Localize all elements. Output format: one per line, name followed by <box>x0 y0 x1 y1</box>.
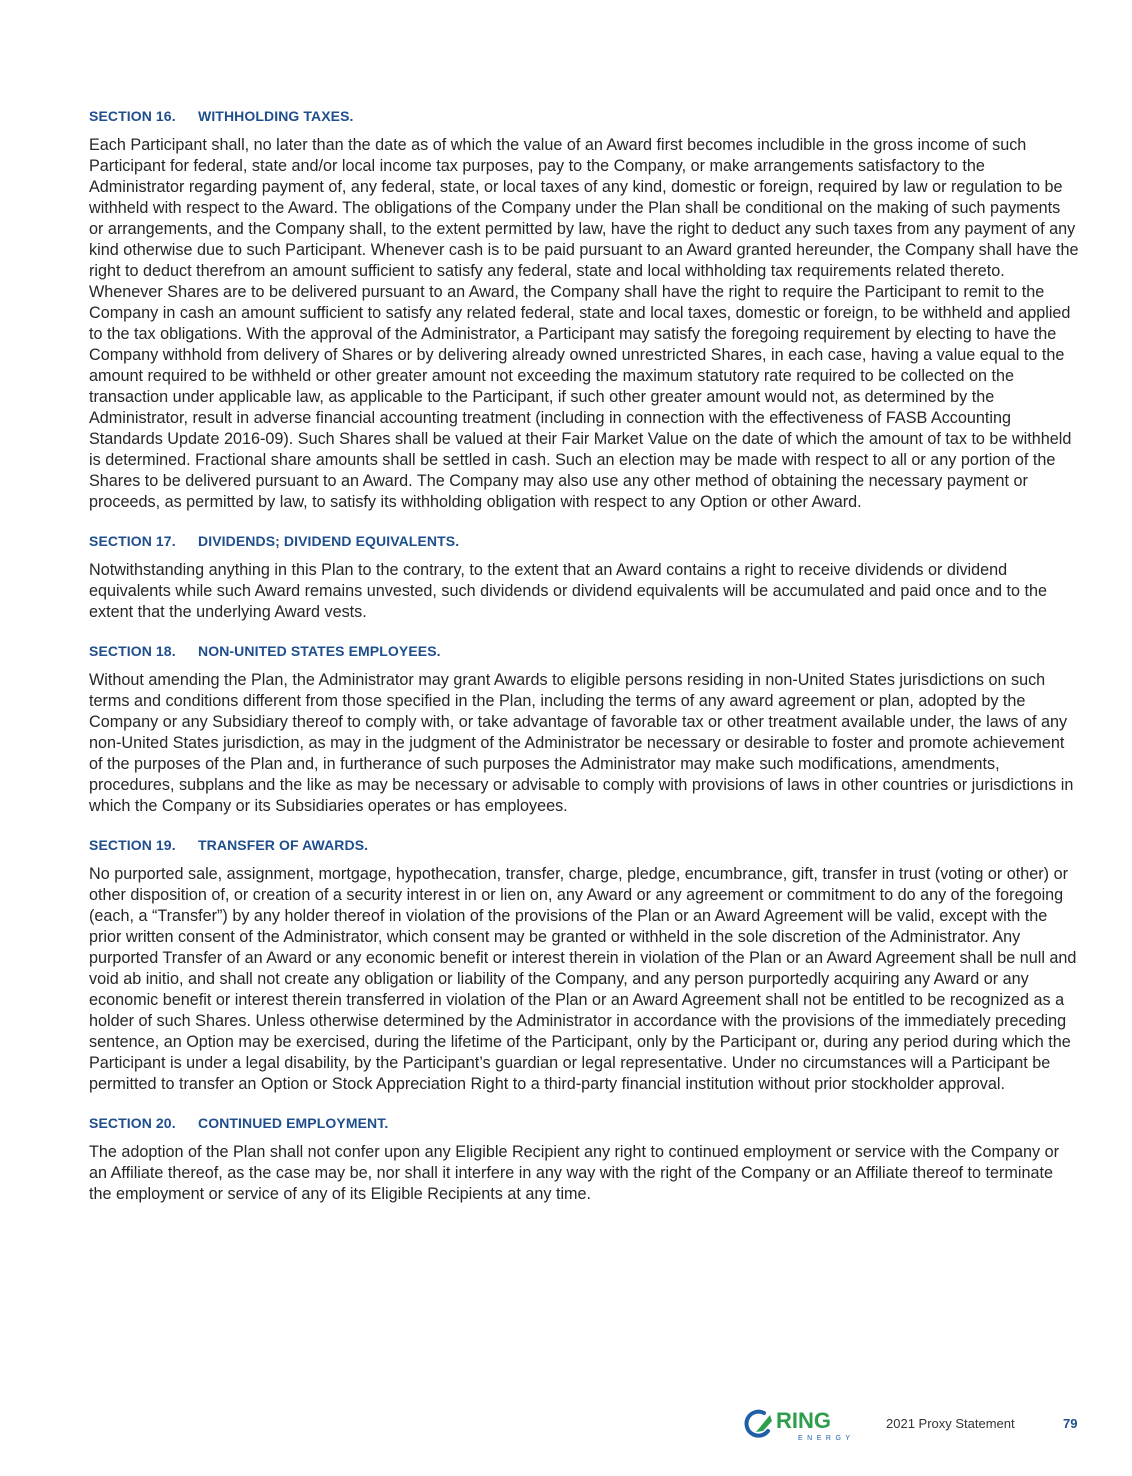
section-20 <box>89 1113 1079 1205</box>
section-heading <box>89 641 1079 661</box>
section-19 <box>89 835 1079 1095</box>
section-body: Each Participant shall, no later than the date as of which the value of an Award first becomes includible in the gross income of such Participant for federal, state and/or local income tax purposes, pay to the Company, or make arrangements satisfactory to the Administrator regarding payment of, any federal, state, or local taxes of any kind, domestic or foreign, required by law or regulation to be withheld with respect to the Award. The obligations of the Company under the Plan shall be conditional on the making of such payments or arrangements, and the Company shall, to the extent permitted by law, have the right to deduct any such taxes from any payment of any kind otherwise due to such Participant. Whenever cash is to be paid pursuant to an Award granted hereunder, the Company shall have the right to deduct therefrom an amount sufficient to satisfy any federal, state and local withholding tax requirements related thereto. Whenever Shares are to be delivered pursuant to an Award, the Company shall have the right to require the Participant to remit to the Company in cash an amount sufficient to satisfy any related federal, state and local taxes, domestic or foreign, to be withheld and applied to the tax obligations. With the approval of the Administrator, a Participant may satisfy the foregoing requirement by electing to have the Company withhold from delivery of Shares or by delivering already owned unrestricted Shares, in each case, having a value equal to the amount required to be withheld or other greater amount not exceeding the maximum statutory rate required to be collected on the transaction under applicable law, as applicable to the Participant, if such other greater amount would not, as determined by the Administrator, result in adverse financial accounting treatment (including in connection with the effectiveness of FASB Accounting Standards Update 2016-09). Such Shares shall be valued at their Fair Market Value on the date of which the amount of tax to be withheld is determined. Fractional share amounts shall be settled in cash. Such an election may be made with respect to all or any portion of the Shares to be delivered pursuant to an Award. The Company may also use any other method of obtaining the necessary payment or proceeds, as permitted by law, to satisfy its withholding obligation with respect to any Option or other Award. <box>89 136 1079 511</box>
section-body: Without amending the Plan, the Administrator may grant Awards to eligible persons residing in non-United States jurisdictions on such terms and conditions different from those specified in the Plan, including the terms of any award agreement or plan, adopted by the Company or any Subsidiary thereof to comply with, or take advantage of favorable tax or other treatment available under, the laws of any non-United States jurisdiction, as may in the judgment of the Administrator be necessary or desirable to foster and promote achievement of the purposes of the Plan and, in furtherance of such purposes the Administrator may make such modifications, amendments, procedures, subplans and the like as may be necessary or advisable to comply with provisions of laws in other countries or jurisdictions in which the Company or its Subsidiaries operates or has employees. <box>89 671 1074 815</box>
section-body: No purported sale, assignment, mortgage, hypothecation, transfer, charge, pledge, encumbrance, gift, transfer in trust (voting or other) or other disposition of, or creation of a security interest in or lien on, any Award or any agreement or commitment to do any of the foregoing (each, a “Transfer”) by any holder thereof in violation of the provisions of the Plan or an Award Agreement will be valid, except with the prior written consent of the Administrator, which consent may be granted or withheld in the sole discretion of the Administrator. Any purported Transfer of an Award or any economic benefit or interest therein in violation of the Plan or an Award Agreement shall be null and void ab initio, and shall not create any obligation or liability of the Company, and any person purportedly acquiring any Award or any economic benefit or interest therein transferred in violation of the Plan or an Award Agreement shall not be entitled to be recognized as a holder of such Shares. Unless otherwise determined by the Administrator in accordance with the provisions of the immediately preceding sentence, an Option may be exercised, during the lifetime of the Participant, only by the Participant or, during any period during which the Participant is under a legal disability, by the Participant’s guardian or legal representative. Under no circumstances will a Participant be permitted to transfer an Option or Stock Appreciation Right to a third-party financial institution without prior stockholder approval. <box>89 865 1077 1093</box>
section-17 <box>89 531 1079 623</box>
section-number: SECTION 16. <box>89 108 176 124</box>
section-body: Notwithstanding anything in this Plan to the contrary, to the extent that an Award contains a right to receive dividends or dividend equivalents while such Award remains unvested, such dividends or dividend equivalents will be accumulated and paid once and to the extent that the underlying Award vests. <box>89 561 1048 621</box>
page-number: 79 <box>1063 1416 1078 1431</box>
section-title: NON-UNITED STATES EMPLOYEES. <box>198 643 441 659</box>
page-footer <box>0 1405 1132 1445</box>
section-heading <box>89 531 1079 551</box>
section-body: The adoption of the Plan shall not confer upon any Eligible Recipient any right to continued employment or service with the Company or an Affiliate thereof, as the case may be, nor shall it interfere in any way with the right of the Company or an Affiliate thereof to terminate the employment or service of any of its Eligible Recipients at any time. <box>89 1143 1060 1203</box>
section-heading <box>89 106 1079 126</box>
section-title: TRANSFER OF AWARDS. <box>198 837 369 853</box>
section-18 <box>89 641 1079 817</box>
ring-energy-logo <box>742 1407 858 1441</box>
section-title: DIVIDENDS; DIVIDEND EQUIVALENTS. <box>198 533 460 549</box>
logo-wordmark: RING <box>776 1408 831 1433</box>
logo-arrow <box>756 1415 772 1432</box>
section-heading <box>89 1113 1079 1133</box>
logo-subtext: ENERGY <box>798 1435 855 1441</box>
section-number: SECTION 18. <box>89 643 176 659</box>
section-title: WITHHOLDING TAXES. <box>198 108 354 124</box>
section-number: SECTION 17. <box>89 533 176 549</box>
section-number: SECTION 19. <box>89 837 176 853</box>
document-page <box>89 106 1079 1223</box>
section-16 <box>89 106 1079 513</box>
section-number: SECTION 20. <box>89 1115 176 1131</box>
section-title: CONTINUED EMPLOYMENT. <box>198 1115 389 1131</box>
section-heading <box>89 835 1079 855</box>
document-label: 2021 Proxy Statement <box>886 1416 1015 1431</box>
